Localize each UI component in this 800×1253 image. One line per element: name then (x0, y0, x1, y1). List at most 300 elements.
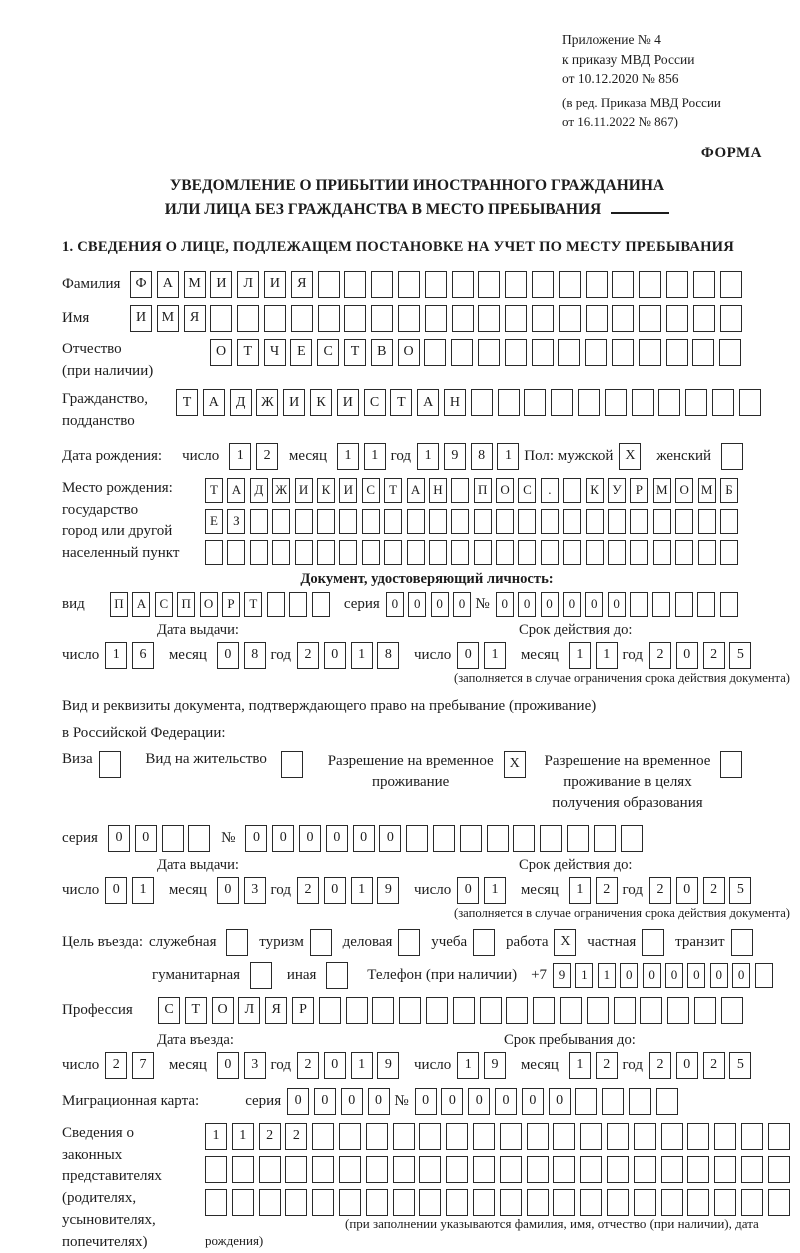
char-cell[interactable]: 0 (608, 592, 626, 617)
char-cell[interactable] (478, 271, 500, 298)
char-cell[interactable] (675, 592, 693, 617)
char-cell[interactable]: 1 (569, 642, 591, 669)
char-cell[interactable] (500, 1189, 522, 1216)
char-cell[interactable] (634, 1156, 656, 1183)
char-cell[interactable] (731, 929, 753, 956)
char-cell[interactable] (563, 509, 581, 534)
char-cell[interactable]: 0 (324, 1052, 346, 1079)
char-cell[interactable]: Т (237, 339, 259, 366)
char-cell[interactable] (532, 305, 554, 332)
char-cell[interactable]: 0 (287, 1088, 309, 1115)
char-cell[interactable] (687, 1189, 709, 1216)
char-cell[interactable] (362, 509, 380, 534)
char-cell[interactable] (312, 1156, 334, 1183)
char-cell[interactable]: 0 (620, 963, 638, 988)
char-cell[interactable] (317, 509, 335, 534)
char-cell[interactable]: А (407, 478, 425, 503)
char-cell[interactable] (429, 540, 447, 565)
char-cell[interactable] (393, 1189, 415, 1216)
char-cell[interactable] (639, 339, 661, 366)
char-cell[interactable]: Я (265, 997, 287, 1024)
char-cell[interactable]: 0 (643, 963, 661, 988)
entry-year[interactable] (297, 1052, 404, 1079)
char-cell[interactable] (295, 509, 313, 534)
char-cell[interactable] (281, 751, 303, 778)
char-cell[interactable] (496, 540, 514, 565)
char-cell[interactable]: К (310, 389, 332, 416)
identity-issue-day[interactable] (105, 642, 159, 669)
char-cell[interactable]: О (212, 997, 234, 1024)
char-cell[interactable] (496, 509, 514, 534)
residence-issue-year[interactable] (297, 877, 404, 904)
char-cell[interactable]: О (398, 339, 420, 366)
char-cell[interactable] (721, 997, 743, 1024)
temp-residence-checkbox[interactable] (504, 751, 531, 778)
char-cell[interactable] (685, 389, 707, 416)
purpose-private-checkbox[interactable] (642, 929, 669, 956)
char-cell[interactable] (460, 825, 482, 852)
char-cell[interactable]: Ч (264, 339, 286, 366)
char-cell[interactable]: 1 (457, 1052, 479, 1079)
char-cell[interactable]: 2 (297, 1052, 319, 1079)
char-cell[interactable]: 0 (217, 642, 239, 669)
char-cell[interactable] (532, 271, 554, 298)
char-cell[interactable] (205, 1189, 227, 1216)
char-cell[interactable]: 1 (351, 1052, 373, 1079)
char-cell[interactable] (259, 1189, 281, 1216)
char-cell[interactable] (398, 271, 420, 298)
char-cell[interactable]: 0 (135, 825, 157, 852)
char-cell[interactable] (318, 271, 340, 298)
char-cell[interactable]: 1 (351, 642, 373, 669)
char-cell[interactable]: 3 (244, 877, 266, 904)
char-cell[interactable] (339, 1189, 361, 1216)
char-cell[interactable] (419, 1156, 441, 1183)
char-cell[interactable] (621, 825, 643, 852)
char-cell[interactable] (630, 592, 648, 617)
char-cell[interactable] (371, 271, 393, 298)
char-cell[interactable] (527, 1123, 549, 1150)
residence-number-cells[interactable] (245, 825, 647, 852)
char-cell[interactable] (559, 271, 581, 298)
char-cell[interactable]: 0 (468, 1088, 490, 1115)
char-cell[interactable] (698, 509, 716, 534)
purpose-official-checkbox[interactable] (226, 929, 253, 956)
char-cell[interactable] (366, 1189, 388, 1216)
char-cell[interactable] (714, 1123, 736, 1150)
char-cell[interactable]: 2 (596, 1052, 618, 1079)
char-cell[interactable] (632, 389, 654, 416)
purpose-work-checkbox[interactable] (554, 929, 581, 956)
char-cell[interactable]: 1 (337, 443, 359, 470)
char-cell[interactable]: Е (205, 509, 223, 534)
char-cell[interactable] (407, 509, 425, 534)
birth-year-cells[interactable] (417, 443, 524, 470)
char-cell[interactable] (720, 271, 742, 298)
char-cell[interactable] (578, 389, 600, 416)
char-cell[interactable] (399, 997, 421, 1024)
char-cell[interactable]: О (675, 478, 693, 503)
char-cell[interactable]: И (337, 389, 359, 416)
char-cell[interactable] (426, 997, 448, 1024)
char-cell[interactable] (505, 305, 527, 332)
char-cell[interactable] (232, 1156, 254, 1183)
char-cell[interactable] (205, 540, 223, 565)
char-cell[interactable]: 5 (729, 1052, 751, 1079)
char-cell[interactable] (586, 271, 608, 298)
char-cell[interactable] (693, 305, 715, 332)
char-cell[interactable]: П (474, 478, 492, 503)
char-cell[interactable]: К (317, 478, 335, 503)
mc-series-cells[interactable] (287, 1088, 394, 1115)
char-cell[interactable]: И (264, 271, 286, 298)
char-cell[interactable] (656, 1088, 678, 1115)
char-cell[interactable] (506, 997, 528, 1024)
char-cell[interactable]: 7 (132, 1052, 154, 1079)
char-cell[interactable] (567, 825, 589, 852)
char-cell[interactable]: 0 (522, 1088, 544, 1115)
char-cell[interactable] (518, 540, 536, 565)
char-cell[interactable]: 9 (377, 1052, 399, 1079)
char-cell[interactable] (527, 1156, 549, 1183)
char-cell[interactable]: X (504, 751, 526, 778)
char-cell[interactable]: Л (237, 271, 259, 298)
char-cell[interactable] (205, 1156, 227, 1183)
char-cell[interactable] (518, 509, 536, 534)
char-cell[interactable]: Р (630, 478, 648, 503)
char-cell[interactable]: 8 (471, 443, 493, 470)
char-cell[interactable] (480, 997, 502, 1024)
char-cell[interactable] (267, 592, 285, 617)
char-cell[interactable] (500, 1156, 522, 1183)
char-cell[interactable]: А (157, 271, 179, 298)
char-cell[interactable] (452, 271, 474, 298)
char-cell[interactable] (259, 1156, 281, 1183)
char-cell[interactable] (639, 271, 661, 298)
char-cell[interactable] (471, 389, 493, 416)
char-cell[interactable]: 0 (341, 1088, 363, 1115)
surname-cells[interactable] (130, 271, 746, 298)
char-cell[interactable] (473, 1123, 495, 1150)
char-cell[interactable]: Я (184, 305, 206, 332)
char-cell[interactable] (720, 509, 738, 534)
char-cell[interactable]: 2 (703, 877, 725, 904)
char-cell[interactable]: Н (444, 389, 466, 416)
char-cell[interactable]: 0 (314, 1088, 336, 1115)
char-cell[interactable] (384, 509, 402, 534)
char-cell[interactable] (339, 1123, 361, 1150)
char-cell[interactable] (541, 509, 559, 534)
char-cell[interactable] (227, 540, 245, 565)
char-cell[interactable] (425, 305, 447, 332)
char-cell[interactable]: 2 (297, 877, 319, 904)
char-cell[interactable]: А (132, 592, 150, 617)
char-cell[interactable]: С (362, 478, 380, 503)
char-cell[interactable]: 0 (732, 963, 750, 988)
char-cell[interactable] (563, 540, 581, 565)
char-cell[interactable] (312, 592, 330, 617)
char-cell[interactable] (559, 305, 581, 332)
char-cell[interactable]: 0 (549, 1088, 571, 1115)
char-cell[interactable] (424, 339, 446, 366)
visa-checkbox[interactable] (99, 751, 126, 778)
char-cell[interactable] (667, 997, 689, 1024)
char-cell[interactable] (498, 389, 520, 416)
char-cell[interactable]: 0 (431, 592, 449, 617)
char-cell[interactable] (237, 305, 259, 332)
char-cell[interactable] (585, 339, 607, 366)
char-cell[interactable] (661, 1156, 683, 1183)
char-cell[interactable] (712, 389, 734, 416)
char-cell[interactable]: 2 (649, 642, 671, 669)
char-cell[interactable]: 0 (441, 1088, 463, 1115)
char-cell[interactable]: Б (720, 478, 738, 503)
char-cell[interactable] (692, 339, 714, 366)
identity-valid-day[interactable] (457, 642, 511, 669)
char-cell[interactable] (451, 509, 469, 534)
char-cell[interactable]: X (619, 443, 641, 470)
char-cell[interactable] (612, 339, 634, 366)
purpose-other-checkbox[interactable] (326, 962, 353, 989)
char-cell[interactable] (551, 389, 573, 416)
char-cell[interactable]: У (608, 478, 626, 503)
doc-number-cells[interactable] (496, 592, 742, 617)
char-cell[interactable]: И (210, 271, 232, 298)
char-cell[interactable]: М (157, 305, 179, 332)
char-cell[interactable]: 1 (598, 963, 616, 988)
representatives-cells-3[interactable] (205, 1189, 795, 1216)
char-cell[interactable] (339, 1156, 361, 1183)
char-cell[interactable] (639, 305, 661, 332)
doc-series-cells[interactable] (386, 592, 476, 617)
char-cell[interactable] (653, 509, 671, 534)
char-cell[interactable]: 8 (377, 642, 399, 669)
char-cell[interactable] (429, 509, 447, 534)
char-cell[interactable] (398, 305, 420, 332)
char-cell[interactable]: 2 (649, 877, 671, 904)
char-cell[interactable]: Д (250, 478, 268, 503)
char-cell[interactable] (419, 1189, 441, 1216)
char-cell[interactable] (605, 389, 627, 416)
char-cell[interactable]: 9 (377, 877, 399, 904)
char-cell[interactable] (210, 305, 232, 332)
char-cell[interactable]: 1 (596, 642, 618, 669)
char-cell[interactable] (527, 1189, 549, 1216)
birth-day-cells[interactable] (229, 443, 283, 470)
citizenship-cells[interactable] (176, 389, 766, 416)
char-cell[interactable]: Е (290, 339, 312, 366)
char-cell[interactable]: З (227, 509, 245, 534)
birth-place-cells-2[interactable] (205, 509, 742, 534)
char-cell[interactable] (540, 825, 562, 852)
char-cell[interactable] (366, 1156, 388, 1183)
char-cell[interactable] (666, 305, 688, 332)
char-cell[interactable]: Т (176, 389, 198, 416)
char-cell[interactable]: 1 (351, 877, 373, 904)
char-cell[interactable] (607, 1123, 629, 1150)
char-cell[interactable]: Т (344, 339, 366, 366)
char-cell[interactable] (407, 540, 425, 565)
char-cell[interactable] (607, 1189, 629, 1216)
char-cell[interactable] (452, 305, 474, 332)
char-cell[interactable] (630, 509, 648, 534)
char-cell[interactable]: Ж (256, 389, 278, 416)
char-cell[interactable]: 2 (649, 1052, 671, 1079)
char-cell[interactable]: Д (230, 389, 252, 416)
char-cell[interactable] (384, 540, 402, 565)
char-cell[interactable]: 0 (324, 877, 346, 904)
char-cell[interactable] (553, 1156, 575, 1183)
char-cell[interactable]: 5 (729, 877, 751, 904)
char-cell[interactable] (419, 1123, 441, 1150)
char-cell[interactable]: Ф (130, 271, 152, 298)
male-checkbox[interactable] (619, 443, 646, 470)
char-cell[interactable] (697, 592, 715, 617)
char-cell[interactable] (453, 997, 475, 1024)
char-cell[interactable]: И (295, 478, 313, 503)
char-cell[interactable] (339, 509, 357, 534)
char-cell[interactable] (553, 1189, 575, 1216)
char-cell[interactable]: А (417, 389, 439, 416)
char-cell[interactable]: 0 (353, 825, 375, 852)
char-cell[interactable]: Н (429, 478, 447, 503)
char-cell[interactable] (553, 1123, 575, 1150)
residence-issue-day[interactable] (105, 877, 159, 904)
char-cell[interactable] (720, 592, 738, 617)
char-cell[interactable]: 8 (244, 642, 266, 669)
char-cell[interactable] (310, 929, 332, 956)
char-cell[interactable]: 1 (569, 877, 591, 904)
char-cell[interactable]: Т (205, 478, 223, 503)
purpose-transit-checkbox[interactable] (731, 929, 758, 956)
char-cell[interactable]: 0 (457, 642, 479, 669)
char-cell[interactable] (487, 825, 509, 852)
phone-cells[interactable] (553, 963, 777, 988)
char-cell[interactable]: П (110, 592, 128, 617)
char-cell[interactable] (289, 592, 307, 617)
char-cell[interactable] (474, 509, 492, 534)
purpose-business-checkbox[interactable] (398, 929, 425, 956)
char-cell[interactable] (406, 825, 428, 852)
char-cell[interactable]: И (283, 389, 305, 416)
char-cell[interactable] (642, 929, 664, 956)
char-cell[interactable] (473, 1189, 495, 1216)
char-cell[interactable] (612, 305, 634, 332)
char-cell[interactable]: Т (185, 997, 207, 1024)
char-cell[interactable]: 0 (457, 877, 479, 904)
char-cell[interactable]: 2 (285, 1123, 307, 1150)
identity-valid-month[interactable] (569, 642, 623, 669)
char-cell[interactable] (608, 509, 626, 534)
char-cell[interactable]: С (155, 592, 173, 617)
char-cell[interactable] (741, 1189, 763, 1216)
char-cell[interactable]: 0 (518, 592, 536, 617)
char-cell[interactable]: 5 (729, 642, 751, 669)
char-cell[interactable] (285, 1189, 307, 1216)
char-cell[interactable]: 0 (408, 592, 426, 617)
char-cell[interactable]: 0 (379, 825, 401, 852)
char-cell[interactable]: 0 (386, 592, 404, 617)
char-cell[interactable] (226, 929, 248, 956)
char-cell[interactable]: А (227, 478, 245, 503)
char-cell[interactable]: 0 (541, 592, 559, 617)
char-cell[interactable] (586, 509, 604, 534)
char-cell[interactable] (393, 1123, 415, 1150)
char-cell[interactable]: 0 (368, 1088, 390, 1115)
char-cell[interactable] (291, 305, 313, 332)
representatives-cells-1[interactable] (205, 1123, 795, 1150)
char-cell[interactable]: М (653, 478, 671, 503)
char-cell[interactable] (661, 1189, 683, 1216)
char-cell[interactable] (344, 271, 366, 298)
char-cell[interactable] (661, 1123, 683, 1150)
birth-place-cells-3[interactable] (205, 540, 742, 565)
char-cell[interactable] (446, 1123, 468, 1150)
char-cell[interactable]: 1 (132, 877, 154, 904)
char-cell[interactable] (630, 540, 648, 565)
char-cell[interactable]: 2 (703, 1052, 725, 1079)
char-cell[interactable]: 0 (687, 963, 705, 988)
identity-valid-year[interactable] (649, 642, 756, 669)
char-cell[interactable] (560, 997, 582, 1024)
char-cell[interactable]: 1 (417, 443, 439, 470)
residence-issue-month[interactable] (217, 877, 271, 904)
char-cell[interactable] (721, 443, 743, 470)
char-cell[interactable]: 0 (665, 963, 683, 988)
char-cell[interactable] (319, 997, 341, 1024)
char-cell[interactable] (614, 997, 636, 1024)
stay-month[interactable] (569, 1052, 623, 1079)
char-cell[interactable]: 0 (415, 1088, 437, 1115)
char-cell[interactable] (162, 825, 184, 852)
char-cell[interactable] (451, 540, 469, 565)
entry-day[interactable] (105, 1052, 159, 1079)
entry-month[interactable] (217, 1052, 271, 1079)
char-cell[interactable]: Л (238, 997, 260, 1024)
char-cell[interactable]: 0 (217, 1052, 239, 1079)
char-cell[interactable] (720, 540, 738, 565)
char-cell[interactable] (580, 1189, 602, 1216)
char-cell[interactable]: 0 (108, 825, 130, 852)
char-cell[interactable] (653, 540, 671, 565)
char-cell[interactable] (580, 1156, 602, 1183)
identity-issue-year[interactable] (297, 642, 404, 669)
char-cell[interactable] (687, 1123, 709, 1150)
char-cell[interactable]: 0 (585, 592, 603, 617)
char-cell[interactable] (474, 540, 492, 565)
char-cell[interactable]: 0 (495, 1088, 517, 1115)
char-cell[interactable]: Р (292, 997, 314, 1024)
char-cell[interactable]: Р (222, 592, 240, 617)
residence-permit-checkbox[interactable] (281, 751, 308, 778)
char-cell[interactable] (346, 997, 368, 1024)
char-cell[interactable] (473, 1156, 495, 1183)
char-cell[interactable]: 2 (703, 642, 725, 669)
char-cell[interactable]: Т (244, 592, 262, 617)
char-cell[interactable] (317, 540, 335, 565)
char-cell[interactable]: 0 (324, 642, 346, 669)
char-cell[interactable] (594, 825, 616, 852)
char-cell[interactable]: 3 (244, 1052, 266, 1079)
char-cell[interactable] (344, 305, 366, 332)
char-cell[interactable] (533, 997, 555, 1024)
purpose-tourism-checkbox[interactable] (310, 929, 337, 956)
char-cell[interactable]: 0 (326, 825, 348, 852)
char-cell[interactable] (451, 339, 473, 366)
char-cell[interactable]: О (496, 478, 514, 503)
name-cells[interactable] (130, 305, 746, 332)
char-cell[interactable]: 0 (453, 592, 471, 617)
